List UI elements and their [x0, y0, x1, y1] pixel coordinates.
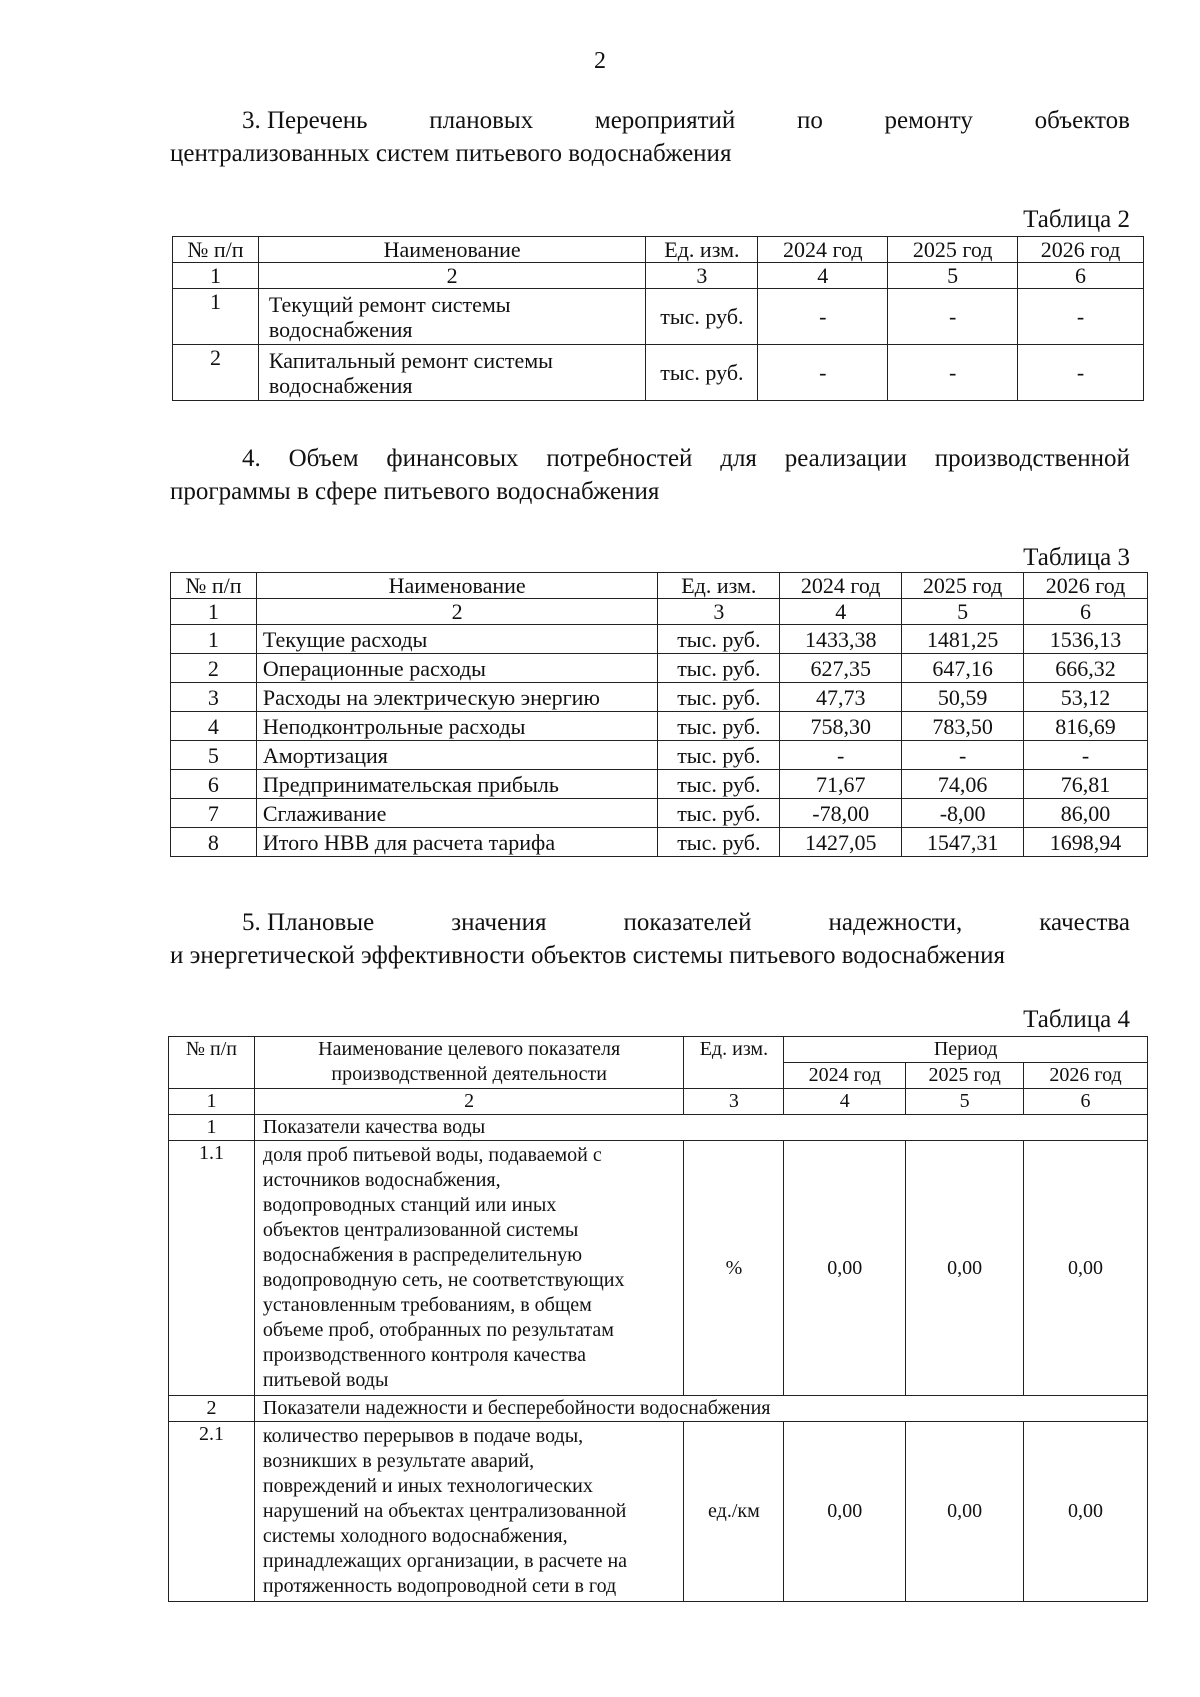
table-row: 1.1 доля проб питьевой воды, подаваемой с источников водоснабжения, водопроводных станций или иных объектов централизованной системы водоснабжения в распределительную водопроводную сеть, не соответствующих установленным требованиям, в общем объеме проб, отобранных по результатам производственного контроля качества питьевой воды % 0,00 0,00 0,00	[169, 1141, 1148, 1396]
table2-header: Наименование	[258, 237, 646, 263]
table2-header: Ед. изм.	[646, 237, 758, 263]
table4-group-row: 2 Показатели надежности и бесперебойности водоснабжения	[169, 1396, 1148, 1422]
table4-colnum-row: 1 2 3 4 5 6	[169, 1089, 1148, 1115]
table2-colnum-row: 1 2 3 4 5 6	[173, 263, 1144, 289]
table-row: 1 Текущий ремонт системы водоснабжения тыс. руб. - - -	[173, 289, 1144, 345]
section5-heading-line1: 5. Плановые значения показателей надежности, качества	[242, 909, 1130, 936]
table4-group-row: 1 Показатели качества воды	[169, 1115, 1148, 1141]
table-row: 2.1 количество перерывов в подаче воды, возникших в результате аварий, повреждений и иных технологических нарушений на объектах централизованной системы холодного водоснабжения, принадлежащих организации, в расчете на протяженность водопроводной сети в год ед./км 0,00 0,00 0,00	[169, 1422, 1148, 1602]
table2-header: 2025 год	[888, 237, 1018, 263]
table2	[172, 236, 1144, 401]
table2-header: № п/п	[173, 237, 259, 263]
section3-heading-line1: 3. Перечень плановых мероприятий по ремонту объектов	[242, 107, 1130, 134]
section4-heading	[170, 442, 1130, 508]
table4-caption: Таблица 4	[1023, 1006, 1130, 1033]
section3-heading-line2: централизованных систем питьевого водоснабжения	[170, 140, 732, 167]
table-row: 4 Неподконтрольные расходы тыс. руб. 758,30 783,50 816,69	[171, 712, 1148, 741]
table4	[168, 1036, 1148, 1602]
table2-caption: Таблица 2	[1023, 206, 1130, 233]
table4-year-row: 2024 год 2025 год 2026 год	[169, 1063, 1148, 1089]
indicator-description: количество перерывов в подаче воды, возникших в результате аварий, повреждений и иных технологических нарушений на объектах централизованной системы холодного водоснабжения, принадлежащих организации, в расчете на протяженность водопроводной сети в год	[254, 1422, 684, 1602]
table4-header-row: № п/п Наименование целевого показателя производственной деятельности Ед. изм. Период	[169, 1037, 1148, 1063]
table-row: 8 Итого НВВ для расчета тарифа тыс. руб. 1427,05 1547,31 1698,94	[171, 828, 1148, 857]
section5-heading	[170, 906, 1130, 972]
table-row: 2 Операционные расходы тыс. руб. 627,35 647,16 666,32	[171, 654, 1148, 683]
section5-heading-line2: и энергетической эффективности объектов системы питьевого водоснабжения	[170, 942, 1006, 969]
table2-header-row	[173, 237, 1144, 263]
table-row: 5 Амортизация тыс. руб. - - -	[171, 741, 1148, 770]
section4-heading-line2: программы в сфере питьевого водоснабжения	[170, 478, 660, 505]
table2-header: 2026 год	[1018, 237, 1144, 263]
page-number: 2	[594, 48, 606, 74]
table3-caption: Таблица 3	[1023, 544, 1130, 571]
table-row: 3 Расходы на электрическую энергию тыс. руб. 47,73 50,59 53,12	[171, 683, 1148, 712]
table-row: 1 Текущие расходы тыс. руб. 1433,38 1481,25 1536,13	[171, 625, 1148, 654]
table2-header: 2024 год	[758, 237, 888, 263]
table-row: 7 Сглаживание тыс. руб. -78,00 -8,00 86,00	[171, 799, 1148, 828]
section3-heading	[170, 104, 1130, 170]
table3	[170, 572, 1148, 857]
table-row: 6 Предпринимательская прибыль тыс. руб. 71,67 74,06 76,81	[171, 770, 1148, 799]
table4-name-header: Наименование целевого показателя производственной деятельности	[254, 1037, 684, 1089]
table4-period-header: Период	[784, 1037, 1148, 1063]
indicator-description: доля проб питьевой воды, подаваемой с источников водоснабжения, водопроводных станций или иных объектов централизованной системы водоснабжения в распределительную водопроводную сеть, не соответствующих установленным требованиям, в общем объеме проб, отобранных по результатам производственного контроля качества питьевой воды	[254, 1141, 684, 1396]
table3-colnum-row: 1 2 3 4 5 6	[171, 599, 1148, 625]
table-row: 2 Капитальный ремонт системы водоснабжения тыс. руб. - - -	[173, 345, 1144, 401]
section4-heading-line1: 4. Объем финансовых потребностей для реализации производственной	[242, 445, 1130, 472]
table3-header-row: № п/п Наименование Ед. изм. 2024 год 2025 год 2026 год	[171, 573, 1148, 599]
